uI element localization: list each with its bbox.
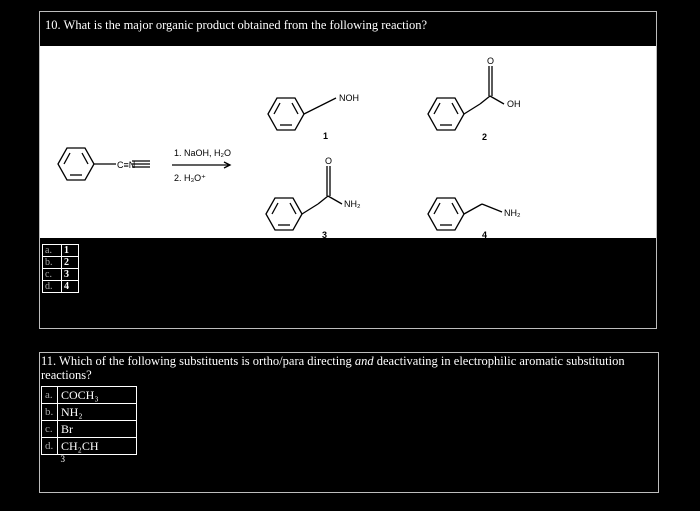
benzene-ring-product-3 (266, 198, 302, 230)
option-value: 1 (62, 245, 79, 257)
option-value: 2 (62, 257, 79, 269)
reaction-scheme (40, 46, 656, 238)
option-letter: d. (43, 281, 62, 293)
reaction-scheme-drawing (40, 46, 656, 238)
q10-option-a[interactable] (43, 245, 79, 257)
q11-option-c[interactable] (42, 421, 137, 438)
q11-text-start: 11. Which of the following substituents is ortho/para directing (41, 354, 355, 368)
option-letter: c. (43, 269, 62, 281)
product-2-group: OH (507, 99, 521, 109)
q10-option-b[interactable] (43, 257, 79, 269)
option-letter: a. (43, 245, 62, 257)
question-11-box (39, 352, 659, 493)
q10-answer-options (42, 244, 79, 293)
q10-option-d[interactable] (43, 281, 79, 293)
question-11-text (41, 354, 646, 382)
product-2-carbonyl: O (487, 56, 495, 66)
benzene-ring-reactant (58, 148, 94, 180)
option-letter: b. (43, 257, 62, 269)
benzene-ring-product-2 (428, 98, 464, 130)
product-4-number: 4 (482, 230, 488, 238)
option-value: Br (58, 421, 137, 438)
q11-text-end: deactivating in electrophilic aromatic substitution reactions? (41, 354, 625, 382)
option-value: 4 (62, 281, 79, 293)
product-3-carbonyl: O (325, 156, 333, 166)
reagent-step-2: 2. H₃O⁺ (174, 173, 206, 183)
question-10-text: 10. What is the major organic product obtained from the following reaction? (40, 12, 656, 46)
option-value: 3 (62, 269, 79, 281)
option-d-continuation: 3 (60, 454, 65, 464)
benzene-ring-product-4 (428, 198, 464, 230)
reagent-step-1: 1. NaOH, H₂O (174, 148, 232, 158)
product-2-number: 2 (482, 132, 488, 142)
product-1-number: 1 (323, 131, 329, 141)
option-value: COCH₃ (58, 387, 137, 404)
product-3-group: NH₂ (344, 199, 361, 209)
q11-option-a[interactable] (42, 387, 137, 404)
product-3-number: 3 (322, 230, 328, 238)
nitrile-label: C≡N (117, 160, 136, 170)
option-letter: b. (42, 404, 58, 421)
option-letter: c. (42, 421, 58, 438)
q11-answer-options (41, 386, 137, 463)
option-value: CH₂CH (58, 438, 137, 455)
product-4-group: NH₂ (504, 208, 521, 218)
q10-option-c[interactable] (43, 269, 79, 281)
q11-option-d[interactable] (42, 438, 137, 455)
question-10-box (39, 11, 657, 329)
option-letter: d. (42, 438, 58, 455)
q11-option-b[interactable] (42, 404, 137, 421)
option-letter: a. (42, 387, 58, 404)
q11-text-emphasis: and (354, 354, 374, 368)
benzene-ring-product-1 (268, 98, 304, 130)
option-value: NH₂ (58, 404, 137, 421)
product-1-group: NOH (339, 93, 359, 103)
